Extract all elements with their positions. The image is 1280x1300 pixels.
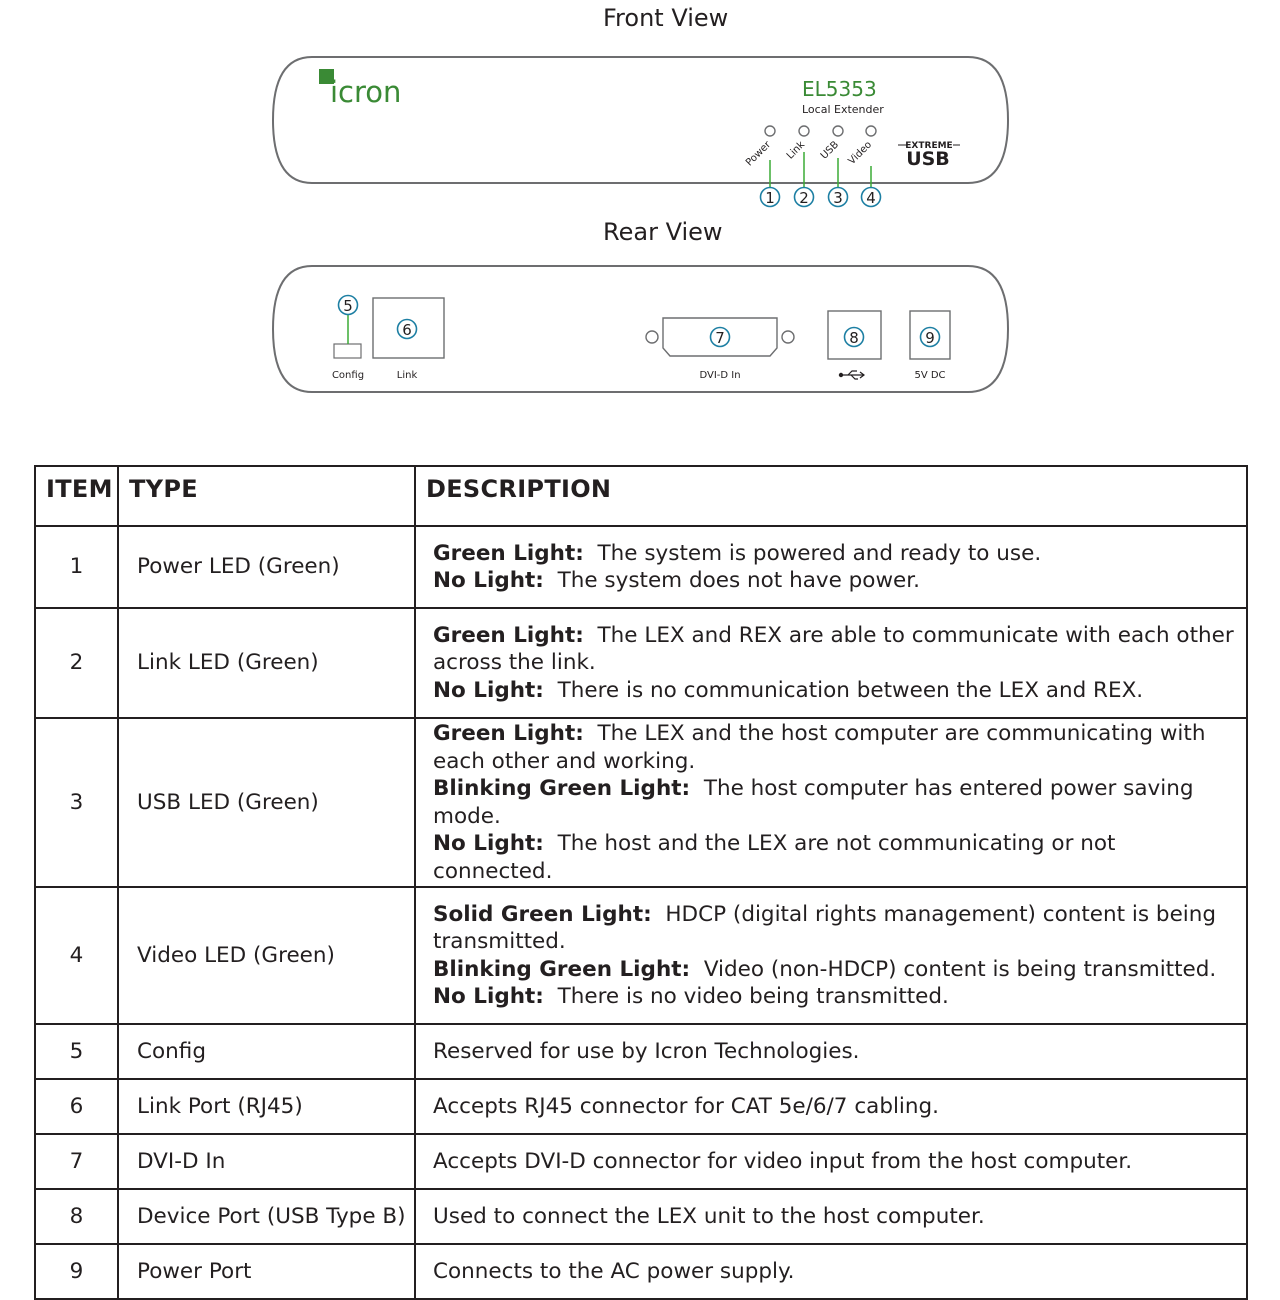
description-text: The LEX and REX are able to communicate with each other across the link. [433,622,1234,676]
callout-7 [711,328,730,348]
item-type: Power LED (Green) [118,526,415,608]
description-text: Reserved for use by Icron Technologies. [433,1038,860,1064]
config-port-label: Config [331,370,365,381]
description-line [433,1038,1240,1066]
link-port-label: Link [396,370,418,381]
power-port-label: 5V DC [914,370,946,381]
table-row [35,526,1247,608]
item-description [415,1079,1247,1134]
description-state-label: Solid Green Light: [433,901,652,927]
description-state-label: Blinking Green Light: [433,956,691,982]
config-button-icon [334,344,361,358]
item-description [415,526,1247,608]
table-row [35,1244,1247,1299]
link-led-icon [799,126,809,136]
item-number: 2 [35,608,118,718]
table-row [35,887,1247,1024]
item-description [415,1244,1247,1299]
item-number: 8 [35,1189,118,1244]
table-row [35,718,1247,887]
item-type: Config [118,1024,415,1079]
description-line [433,1148,1240,1176]
svg-text:6: 6 [402,321,412,339]
usb-led-icon [833,126,843,136]
description-text: There is no communication between the LEX and REX. [557,677,1144,703]
description-text: Accepts RJ45 connector for CAT 5e/6/7 cabling. [433,1093,940,1119]
dvi-port-label: DVI-D In [699,370,741,381]
description-line [433,983,1240,1011]
callout-9 [921,328,940,348]
description-line [433,901,1240,956]
item-description [415,887,1247,1024]
svg-text:2: 2 [799,189,809,207]
table-row [35,608,1247,718]
item-type: USB LED (Green) [118,718,415,887]
item-description [415,718,1247,887]
svg-text:1: 1 [765,189,775,207]
description-line [433,1258,1240,1286]
description-line [433,830,1240,885]
svg-text:USB: USB [906,148,950,170]
svg-text:4: 4 [866,189,876,207]
description-line [433,956,1240,984]
table-header-row [35,466,1247,526]
brand-logo-text: icron [330,75,402,109]
led-label-power: Power [743,139,774,169]
description-text: There is no video being transmitted. [557,984,949,1009]
description-text: Video (non-HDCP) content is being transmitted. [703,956,1217,982]
led-port-description-table [34,465,1248,1300]
led-label-usb: USB [818,139,842,162]
item-description [415,1189,1247,1244]
led-label-video: Video [846,139,875,167]
description-text: Accepts DVI-D connector for video input from the host computer. [433,1148,1133,1174]
description-text: The system does not have power. [557,568,920,593]
table-row [35,1189,1247,1244]
table-row [35,1134,1247,1189]
item-number: 1 [35,526,118,608]
item-number: 5 [35,1024,118,1079]
header-description: DESCRIPTION [415,466,1247,526]
item-number: 4 [35,887,118,1024]
svg-text:3: 3 [833,189,843,207]
front-panel-diagram [0,0,1280,215]
model-name: EL5353 [802,77,877,101]
description-text: The host and the LEX are not communicating or not connected. [433,831,1116,884]
item-type: DVI-D In [118,1134,415,1189]
description-state-label: Green Light: [433,622,584,648]
description-line [433,622,1240,677]
description-state-label: Green Light: [433,721,584,746]
model-subtitle: Local Extender [802,103,884,116]
description-state-label: No Light: [433,984,544,1009]
description-text: Used to connect the LEX unit to the host computer. [433,1203,985,1229]
item-type: Power Port [118,1244,415,1299]
description-line [433,677,1240,705]
table-row [35,1079,1247,1134]
description-line [433,540,1240,568]
item-description [415,608,1247,718]
callout-2 [795,188,814,208]
item-type: Link Port (RJ45) [118,1079,415,1134]
description-line [433,1093,1240,1121]
callout-1 [761,188,780,208]
description-line [433,775,1240,830]
item-type: Video LED (Green) [118,887,415,1024]
item-description [415,1024,1247,1079]
callout-4 [862,188,881,208]
svg-text:7: 7 [715,329,725,347]
svg-text:EXTREME: EXTREME [905,141,953,151]
description-text: The LEX and the host computer are communicating with each other and working. [433,721,1206,774]
table-row [35,1024,1247,1079]
description-line [433,720,1240,775]
description-state-label: No Light: [433,568,544,593]
video-led-icon [866,126,876,136]
description-state-label: Blinking Green Light: [433,776,691,801]
description-line [433,567,1240,595]
svg-text:8: 8 [849,329,859,347]
rear-panel-diagram [0,255,1280,400]
item-description [415,1134,1247,1189]
callout-6 [398,320,417,340]
callout-8 [845,328,864,348]
description-state-label: No Light: [433,677,544,703]
header-item: ITEM [35,466,118,526]
description-text: The host computer has entered power saving mode. [433,776,1194,829]
front-view-title: Front View [603,4,729,32]
svg-text:5: 5 [343,297,353,315]
item-type: Device Port (USB Type B) [118,1189,415,1244]
description-line [433,1203,1240,1231]
item-number: 9 [35,1244,118,1299]
callout-3 [829,188,848,208]
item-number: 6 [35,1079,118,1134]
led-label-link: Link [784,139,808,162]
item-number: 7 [35,1134,118,1189]
description-text: HDCP (digital rights management) content is being transmitted. [433,901,1217,954]
svg-text:9: 9 [925,329,935,347]
callout-5 [339,296,358,316]
rear-view-title: Rear View [603,218,723,246]
description-text: Connects to the AC power supply. [433,1258,795,1284]
item-type: Link LED (Green) [118,608,415,718]
description-state-label: Green Light: [433,540,584,566]
header-type: TYPE [118,466,415,526]
power-led-icon [765,126,775,136]
item-number: 3 [35,718,118,887]
description-text: The system is powered and ready to use. [597,540,1042,566]
description-state-label: No Light: [433,831,544,856]
